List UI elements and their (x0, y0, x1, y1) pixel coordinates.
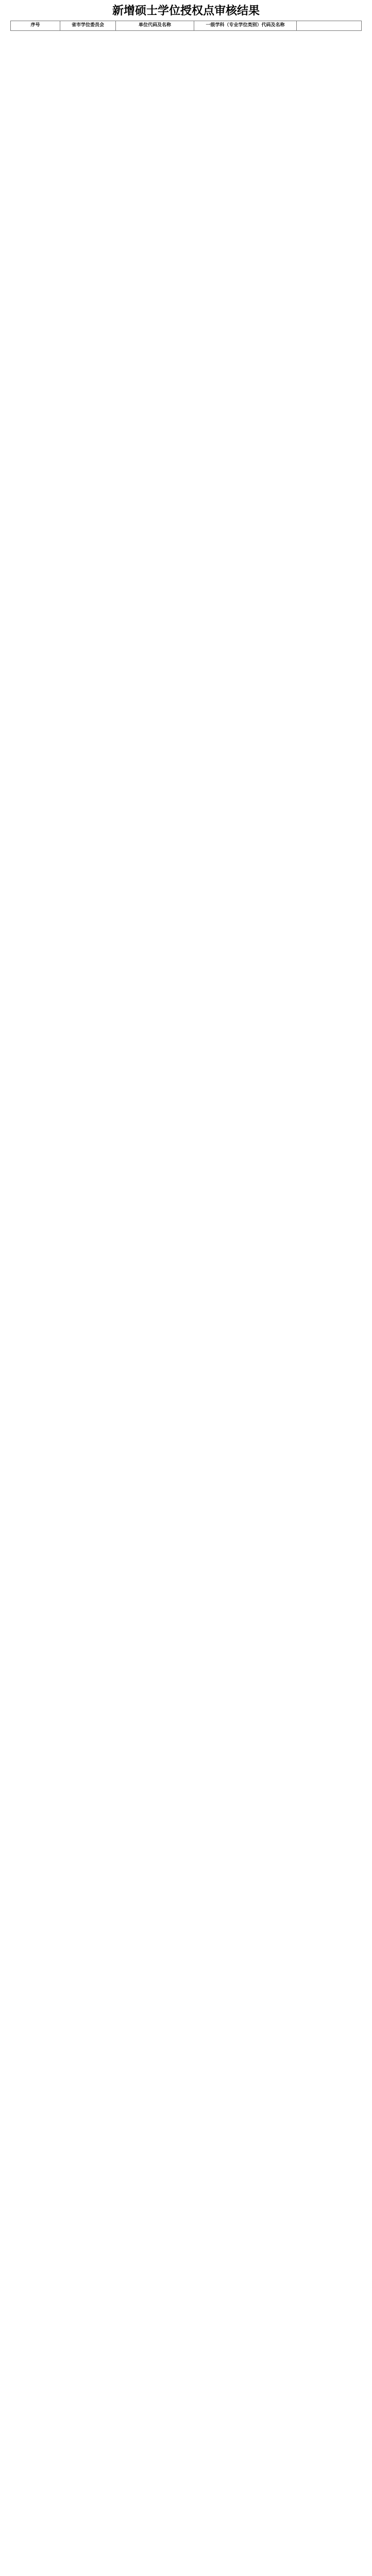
table-header-row (11, 21, 362, 31)
header-province: 省市学位委员会 (60, 21, 116, 31)
header-no: 序号 (11, 21, 60, 31)
header-extra (297, 21, 362, 31)
document-title: 新增硕士学位授权点审核结果 (112, 5, 260, 18)
header-discipline: 一级学科（专业学位类别）代码及名称 (194, 21, 297, 31)
results-table (10, 21, 362, 31)
header-unit: 单位代码及名称 (116, 21, 194, 31)
